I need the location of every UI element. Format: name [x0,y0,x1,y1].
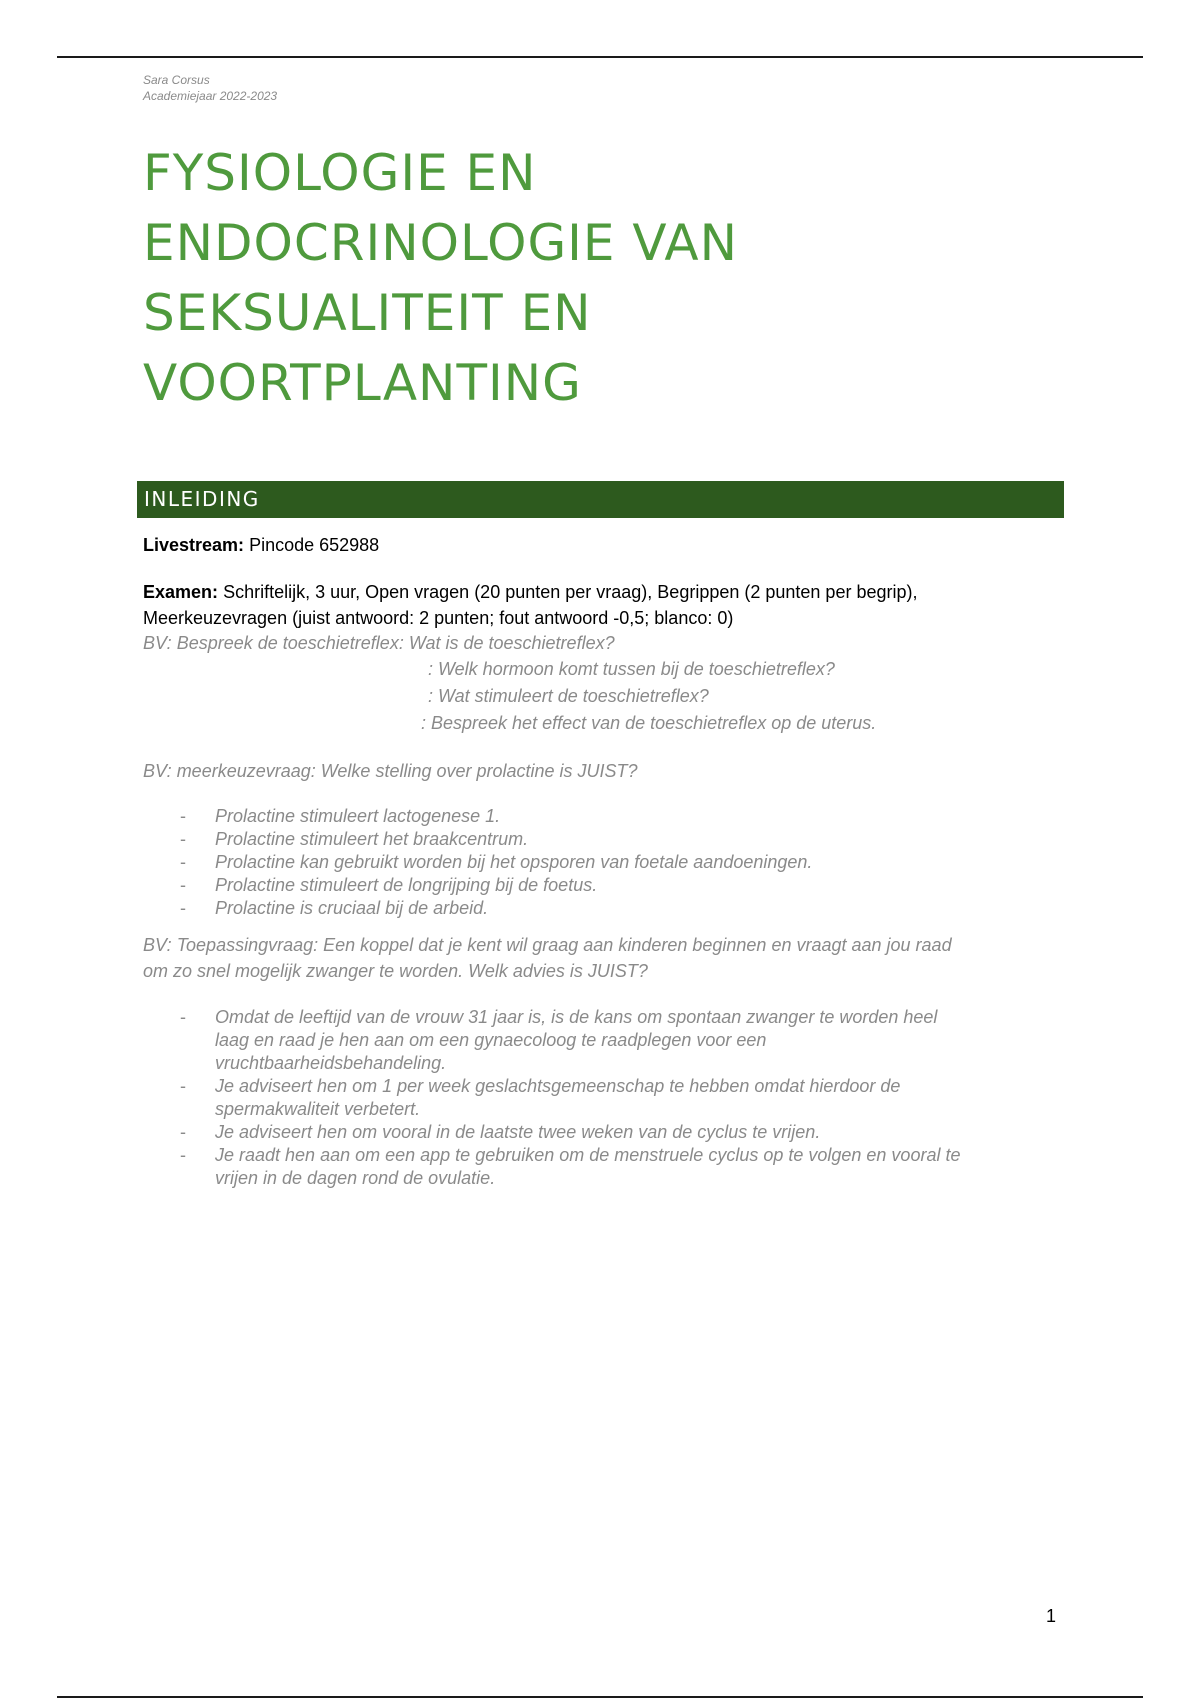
example-application-line-2: om zo snel mogelijk zwanger te worden. Welk advies is JUIST? [143,961,648,981]
list-item [180,1144,960,1190]
title-line: FYSIOLOGIE EN [143,144,537,202]
bullet-dash: - [180,806,186,826]
example-sub-question: : Welk hormoon komt tussen bij de toeschietreflex? [428,659,835,679]
bullet-dash: - [180,898,186,918]
document-header [143,72,277,104]
mc-option-text: Prolactine stimuleert de longrijping bij de foetus. [215,875,598,895]
bullet-dash: - [180,1122,186,1142]
mc-option-text: Prolactine kan gebruikt worden bij het opsporen van foetale aandoeningen. [215,852,813,872]
livestream-pincode: Pincode 652988 [249,535,380,555]
list-item [180,1006,960,1075]
livestream-label: Livestream: [143,535,245,555]
title-line: SEKSUALITEIT EN [143,284,592,342]
application-option-text: Je adviseert hen om 1 per week geslachtsgemeenschap te hebben omdat hierdoor de spermakwaliteit verbetert. [215,1076,901,1119]
list-item [180,897,812,920]
mc-option-text: Prolactine stimuleert het braakcentrum. [215,829,529,849]
title-line: ENDOCRINOLOGIE VAN [143,214,739,272]
bullet-dash: - [180,875,186,895]
bottom-rule [57,1696,1143,1698]
top-rule [57,56,1143,58]
document-title [143,138,843,418]
application-option-text: Omdat de leeftijd van de vrouw 31 jaar is, is de kans om spontaan zwanger te worden heel laag en raad je hen aan om een gynaecoloog te raadplegen voor een vruchtbaarheidsbehandeling. [215,1007,938,1073]
list-item [180,1075,960,1121]
livestream-line [143,532,379,558]
page-number: 1 [1046,1606,1057,1626]
application-options-list [180,1006,960,1190]
mc-option-text: Prolactine stimuleert lactogenese 1. [215,806,501,826]
bullet-dash: - [180,852,186,872]
example-sub-question: : Wat stimuleert de toeschietreflex? [428,686,709,706]
example-mc-question: BV: meerkeuzevraag: Welke stelling over prolactine is JUIST? [143,761,638,781]
mc-options-list [180,805,812,920]
title-line: VOORTPLANTING [143,354,582,412]
author-name: Sara Corsus [143,73,210,87]
list-item [180,851,812,874]
mc-option-text: Prolactine is cruciaal bij de arbeid. [215,898,489,918]
example-open-question: BV: Bespreek de toeschietreflex: Wat is de toeschietreflex? [143,633,615,653]
list-item [180,1121,960,1144]
section-heading-inleiding: INLEIDING [137,481,1064,518]
exam-line-2: Meerkeuzevragen (juist antwoord: 2 punten; fout antwoord -0,5; blanco: 0) [143,608,734,628]
example-application-line-1: BV: Toepassingvraag: Een koppel dat je kent wil graag aan kinderen beginnen en vraagt aan jou raad [143,935,952,955]
application-option-text: Je adviseert hen om vooral in de laatste twee weken van de cyclus te vrijen. [215,1122,821,1142]
bullet-dash: - [180,1145,186,1165]
application-option-text: Je raadt hen aan om een app te gebruiken om de menstruele cyclus op te volgen en vooral te vrijen in de dagen rond de ovulatie. [215,1145,961,1188]
example-sub-question: : Bespreek het effect van de toeschietreflex op de uterus. [421,713,877,733]
list-item [180,828,812,851]
list-item [180,874,812,897]
bullet-dash: - [180,1076,186,1096]
bullet-dash: - [180,1007,186,1027]
list-item [180,805,812,828]
exam-line-1 [143,579,917,605]
exam-label: Examen: [143,582,219,602]
academic-year: Academiejaar 2022-2023 [143,89,278,103]
exam-description: Schriftelijk, 3 uur, Open vragen (20 punten per vraag), Begrippen (2 punten per begrip), [223,582,918,602]
bullet-dash: - [180,829,186,849]
